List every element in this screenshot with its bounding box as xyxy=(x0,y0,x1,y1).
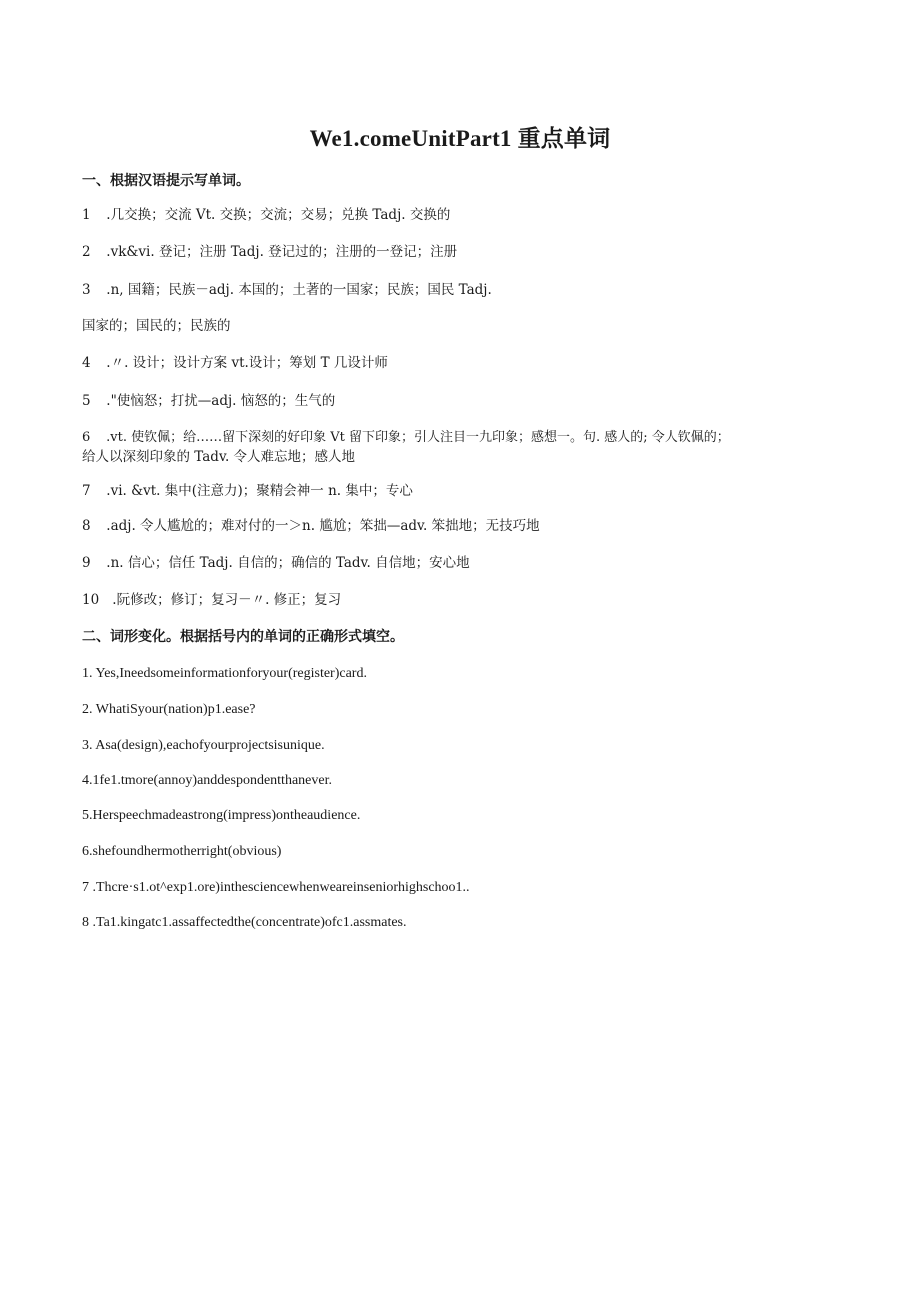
item-text: .vi. &vt. 集中(注意力)；聚精会神一 n. 集中；专心 xyxy=(106,483,413,499)
exercise-item-7: 7 .Thcre·s1.ot^exp1.ore)inthesciencewhenweareinseniorhighschoo1.. xyxy=(82,880,470,895)
item-text: .n. 信心；信任 Tadj. 自信的；确信的 Tadv. 自信地；安心地 xyxy=(106,555,470,571)
item-text: .几交换；交流 Vt. 交换；交流；交易；兑换 Tadj. 交换的 xyxy=(106,207,451,223)
vocab-item-3 xyxy=(82,280,492,300)
section1-heading: 一、根据汉语提示写单词。 xyxy=(82,173,250,189)
item-number: 8 xyxy=(82,518,91,534)
vocab-item-6 xyxy=(82,428,730,448)
vocab-item-1 xyxy=(82,205,450,225)
section2-heading: 二、词形变化。根据括号内的单词的正确形式填空。 xyxy=(82,629,404,645)
item-text: .vt. 使钦佩；给……留下深刻的好印象 Vt 留下印象；引人注目一九印象；感想一。句. 感人的; 令人钦佩的； xyxy=(106,430,730,445)
exercise-item-5: 5.Herspeechmadeastrong(impress)ontheaudience. xyxy=(82,808,361,823)
vocab-item-10 xyxy=(82,590,341,610)
item-number: 4 xyxy=(82,355,91,371)
vocab-item-9 xyxy=(82,553,470,573)
item-text: .阮修改；修订；复习－〃. 修正；复习 xyxy=(112,592,342,608)
exercise-item-1: 1. Yes,Ineedsomeinformationforyour(register)card. xyxy=(82,666,367,681)
item-text: .vk&vi. 登记；注册 Tadj. 登记过的；注册的一登记；注册 xyxy=(106,244,458,260)
exercise-item-8: 8 .Ta1.kingatc1.assaffectedthe(concentrate)ofc1.assmates. xyxy=(82,915,407,930)
item-text: .adj. 令人尴尬的；难对付的一＞n. 尴尬；笨拙—adv. 笨拙地；无技巧地 xyxy=(106,518,540,534)
page-title: We1.comeUnitPart1 重点单词 xyxy=(309,126,611,151)
vocab-item-6-continued xyxy=(82,447,355,467)
exercise-item-6: 6.shefoundhermotherright(obvious) xyxy=(82,844,282,859)
vocab-item-3-continued xyxy=(82,316,231,336)
item-text: .n, 国籍；民族－adj. 本国的；土著的一国家；民族；国民 Tadj. xyxy=(106,282,492,298)
vocab-item-7 xyxy=(82,481,413,501)
item-text: 给人以深刻印象的 Tadv. 令人难忘地；感人地 xyxy=(82,449,356,465)
item-number: 6 xyxy=(82,430,91,445)
item-number: 10 xyxy=(82,592,100,608)
item-number: 9 xyxy=(82,555,91,571)
vocab-item-8 xyxy=(82,516,540,536)
exercise-item-2: 2. WhatiSyour(nation)p1.ease? xyxy=(82,702,256,717)
vocab-item-5 xyxy=(82,391,335,411)
item-number: 2 xyxy=(82,244,91,260)
vocab-item-4 xyxy=(82,353,388,373)
exercise-item-4: 4.1fe1.tmore(annoy)anddespondentthanever. xyxy=(82,773,332,788)
item-number: 1 xyxy=(82,207,91,223)
item-number: 3 xyxy=(82,282,91,298)
exercise-item-3: 3. Asa(design),eachofyourprojectsisunique. xyxy=(82,738,325,753)
item-number: 5 xyxy=(82,393,91,409)
vocab-item-2 xyxy=(82,242,457,262)
item-text: .〃. 设计；设计方案 vt.设计；筹划 T 几设计师 xyxy=(106,355,388,371)
item-text: ."使恼怒；打扰—adj. 恼怒的；生气的 xyxy=(106,393,336,409)
item-number: 7 xyxy=(82,483,91,499)
item-text: 国家的；国民的；民族的 xyxy=(82,318,231,334)
